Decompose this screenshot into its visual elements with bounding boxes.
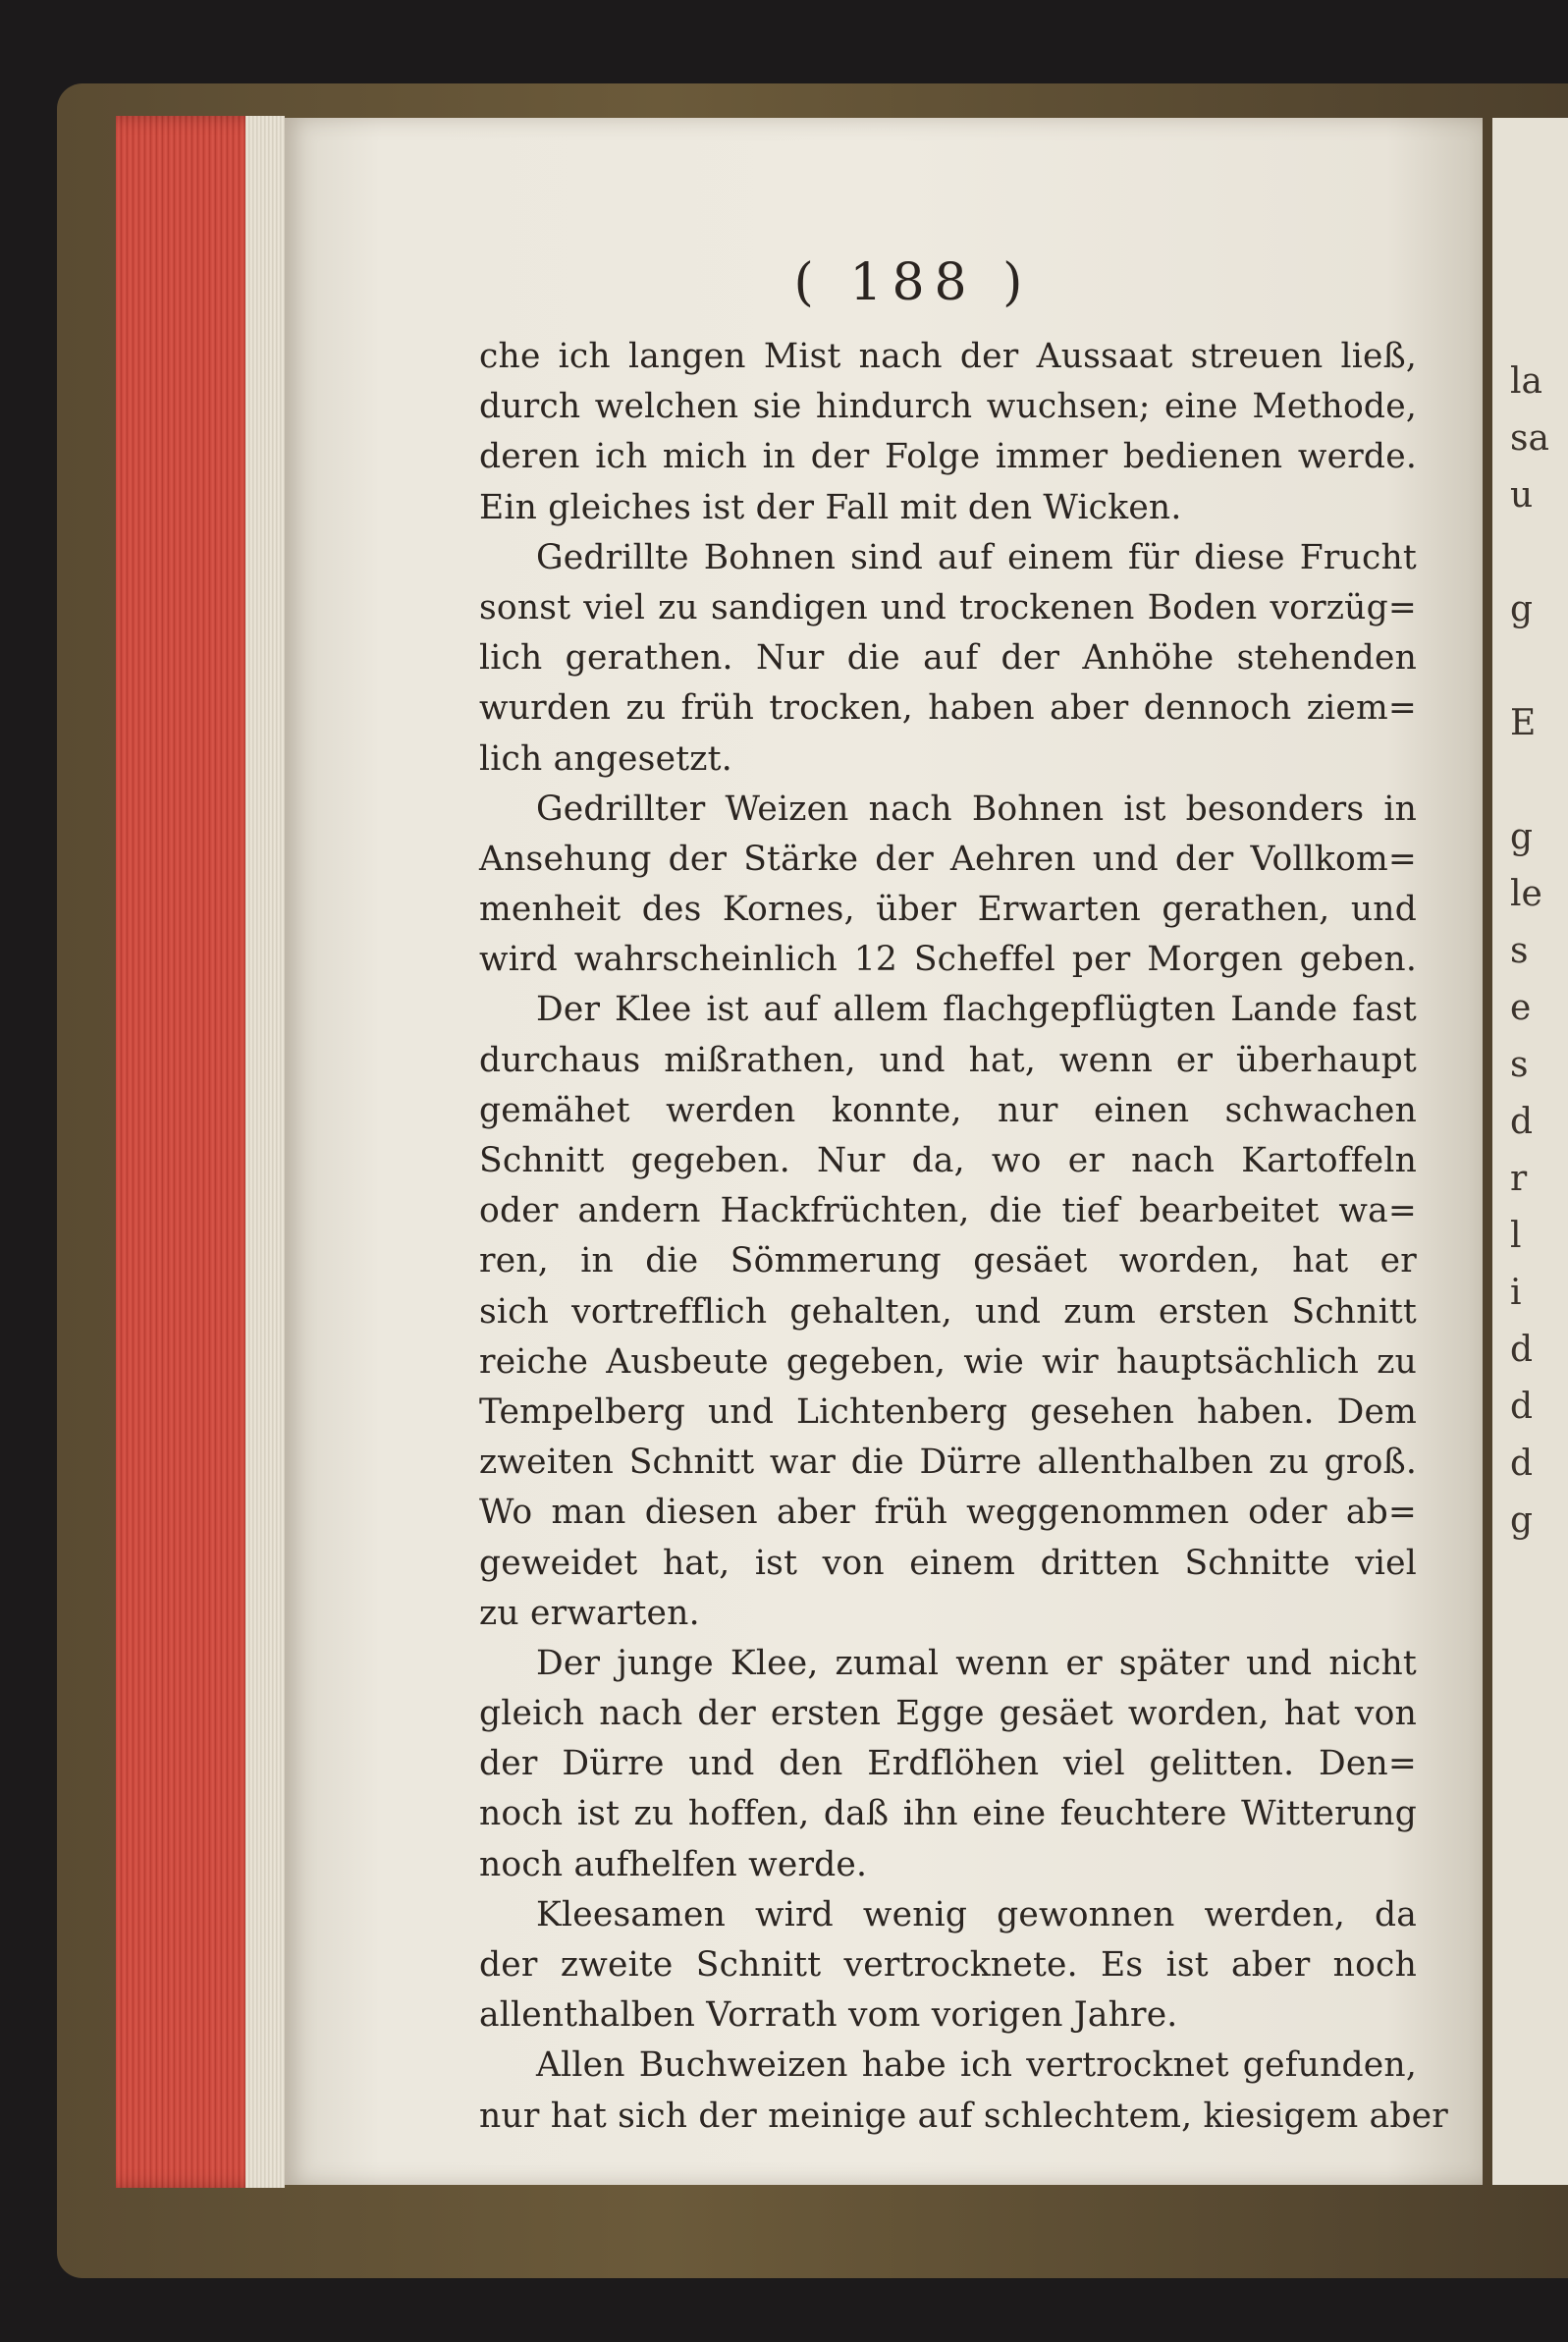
facing-page-fragment: d — [1510, 1330, 1534, 1370]
facing-page-fragment: l — [1510, 1216, 1522, 1256]
text-line: Allen Buchweizen habe ich vertrocknet gefunden, — [536, 2045, 1417, 2086]
facing-page-fragment: d — [1510, 1387, 1534, 1427]
text-line: Der Klee ist auf allem flachgepflügten Lande fast — [536, 990, 1417, 1030]
text-line: durchaus mißrathen, und hat, wenn er überhaupt — [479, 1040, 1417, 1080]
facing-page-fragment: g — [1510, 589, 1534, 629]
text-line: zu erwarten. — [479, 1593, 700, 1633]
text-line: gemähet werden konnte, nur einen schwachen — [479, 1090, 1417, 1130]
text-line: wurden zu früh trocken, haben aber dennoch ziem= — [479, 688, 1417, 729]
text-line: Tempelberg und Lichtenberg gesehen haben. Dem — [479, 1391, 1417, 1432]
text-line: menheit des Kornes, über Erwarten gerathen, und — [479, 890, 1417, 930]
text-line: noch aufhelfen werde. — [479, 1844, 868, 1884]
facing-page-fragment: u — [1510, 475, 1534, 516]
text-line: sich vortrefflich gehalten, und zum ersten Schnitt — [479, 1291, 1417, 1332]
facing-page-fragment: r — [1510, 1159, 1528, 1199]
text-line: Wo man diesen aber früh weggenommen oder ab= — [479, 1493, 1417, 1533]
text-line: Gedrillte Bohnen sind auf einem für diese Frucht — [536, 537, 1417, 577]
text-line: noch ist zu hoffen, daß ihn eine feuchtere Witterung — [479, 1794, 1417, 1834]
facing-page-fragment: d — [1510, 1443, 1534, 1484]
text-line: deren ich mich in der Folge immer bedienen werde. — [479, 437, 1417, 477]
text-line: Ein gleiches ist der Fall mit den Wicken. — [479, 487, 1182, 527]
facing-page-fragment: E — [1510, 703, 1537, 743]
facing-page-fragment: e — [1510, 988, 1532, 1028]
text-line: allenthalben Vorrath vom vorigen Jahre. — [479, 1995, 1178, 2036]
text-line: wird wahrscheinlich 12 Scheffel per Morgen geben. — [479, 940, 1417, 980]
facing-page-fragment: la — [1510, 361, 1542, 402]
text-line: Schnitt gegeben. Nur da, wo er nach Kartoffeln — [479, 1141, 1417, 1180]
text-line: che ich langen Mist nach der Aussaat streuen ließ, — [479, 337, 1417, 376]
text-line: Ansehung der Stärke der Aehren und der Vollkom= — [479, 839, 1417, 879]
text-line: durch welchen sie hindurch wuchsen; eine Methode, — [479, 387, 1417, 427]
facing-page-fragment: s — [1510, 1045, 1529, 1085]
page-text — [479, 332, 1448, 2136]
text-line: Gedrillter Weizen nach Bohnen ist besonders in — [536, 789, 1417, 829]
text-line: geweidet hat, ist von einem dritten Schnitte viel — [479, 1543, 1417, 1583]
facing-page-fragment: i — [1510, 1273, 1522, 1313]
page-number: ( 188 ) — [793, 253, 1033, 312]
facing-page-fragment: sa — [1510, 418, 1549, 459]
facing-page-edge — [1492, 118, 1568, 2185]
text-line: lich gerathen. Nur die auf der Anhöhe stehenden — [479, 638, 1417, 679]
text-line: Kleesamen wird wenig gewonnen werden, da — [536, 1894, 1417, 1934]
page-edges-cream — [245, 116, 285, 2188]
facing-page-fragment — [1510, 752, 1568, 809]
text-line: ren, in die Sömmerung gesäet worden, hat er — [479, 1241, 1417, 1281]
text-line: sonst viel zu sandigen und trockenen Boden vorzüg= — [479, 587, 1417, 627]
facing-page-fragment — [1510, 638, 1568, 695]
text-line: lich angesetzt. — [479, 738, 732, 779]
text-line: gleich nach der ersten Egge gesäet worden, hat von — [479, 1694, 1417, 1734]
facing-page-fragment: g — [1510, 817, 1534, 857]
text-line: reiche Ausbeute gegeben, wie wir hauptsächlich zu — [479, 1341, 1417, 1382]
facing-page-fragment: g — [1510, 1500, 1534, 1541]
text-line: zweiten Schnitt war die Dürre allenthalben zu groß. — [479, 1443, 1417, 1483]
facing-page-fragment: d — [1510, 1102, 1534, 1142]
text-line: der zweite Schnitt vertrocknete. Es ist aber noch — [479, 1945, 1417, 1985]
text-line: der Dürre und den Erdflöhen viel gelitten. Den= — [479, 1744, 1417, 1784]
text-line: nur hat sich der meinige auf schlechtem, kiesigem aber — [479, 2096, 1448, 2136]
facing-page-fragment: le — [1510, 874, 1542, 914]
text-line: oder andern Hackfrüchten, die tief bearbeitet wa= — [479, 1191, 1417, 1231]
facing-page-fragment: s — [1510, 931, 1529, 971]
facing-page-fragment — [1510, 524, 1568, 581]
text-line: Der junge Klee, zumal wenn er später und nicht — [536, 1643, 1417, 1683]
